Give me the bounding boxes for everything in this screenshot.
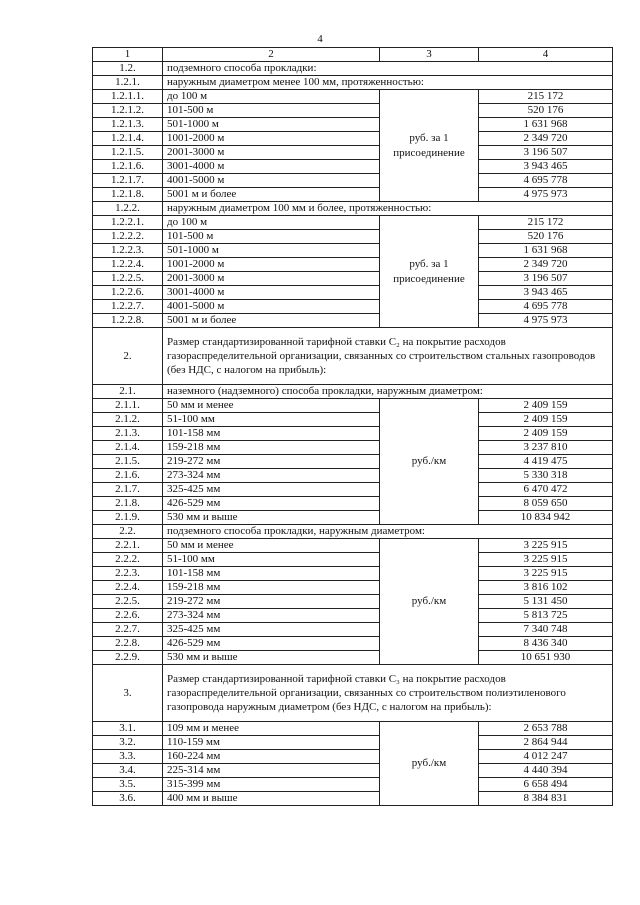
row-number: 3.5. xyxy=(93,778,163,792)
row-description: 5001 м и более xyxy=(163,314,380,328)
row-description: до 100 м xyxy=(163,216,380,230)
table-row xyxy=(93,216,613,230)
row-description: 4001-5000 м xyxy=(163,300,380,314)
rate-value: 3 225 915 xyxy=(479,539,613,553)
row-number: 1.2.1.5. xyxy=(93,146,163,160)
row-number: 3.1. xyxy=(93,722,163,736)
table-row xyxy=(93,736,613,750)
row-number: 2.2.1. xyxy=(93,539,163,553)
row-description: 225-314 мм xyxy=(163,764,380,778)
row-number: 2.1.9. xyxy=(93,511,163,525)
row-number: 2.2.7. xyxy=(93,623,163,637)
rate-value: 4 975 973 xyxy=(479,188,613,202)
table-row xyxy=(93,623,613,637)
table-row xyxy=(93,455,613,469)
table-row xyxy=(93,595,613,609)
rate-value: 215 172 xyxy=(479,90,613,104)
row-number: 2.2.9. xyxy=(93,651,163,665)
table-row xyxy=(93,553,613,567)
rate-value: 8 059 650 xyxy=(479,497,613,511)
column-header-1: 1 xyxy=(93,48,163,62)
rate-value: 7 340 748 xyxy=(479,623,613,637)
rate-value: 5 330 318 xyxy=(479,469,613,483)
row-description: 501-1000 м xyxy=(163,244,380,258)
row-description: 325-425 мм xyxy=(163,623,380,637)
rate-value: 2 864 944 xyxy=(479,736,613,750)
row-description: 110-159 мм xyxy=(163,736,380,750)
row-number: 1.2.2.7. xyxy=(93,300,163,314)
table-row xyxy=(93,722,613,736)
row-number: 2.2.4. xyxy=(93,581,163,595)
rate-value: 3 943 465 xyxy=(479,286,613,300)
row-number: 1.2.1.8. xyxy=(93,188,163,202)
row-description: 1001-2000 м xyxy=(163,258,380,272)
row-number: 1.2.2.5. xyxy=(93,272,163,286)
row-description: 2001-3000 м xyxy=(163,272,380,286)
rate-value: 4 975 973 xyxy=(479,314,613,328)
rate-value: 10 651 930 xyxy=(479,651,613,665)
row-description: 325-425 мм xyxy=(163,483,380,497)
row-number: 2.2.5. xyxy=(93,595,163,609)
row-number: 1.2.2.4. xyxy=(93,258,163,272)
row-number: 1.2.2.8. xyxy=(93,314,163,328)
row-number: 1.2.1. xyxy=(93,76,163,90)
tariff-table xyxy=(92,47,613,806)
table-row xyxy=(93,314,613,328)
row-description: 3001-4000 м xyxy=(163,160,380,174)
row-description: 50 мм и менее xyxy=(163,399,380,413)
row-number: 2.1.5. xyxy=(93,455,163,469)
rate-value: 5 131 450 xyxy=(479,595,613,609)
table-row xyxy=(93,750,613,764)
rate-value: 10 834 942 xyxy=(479,511,613,525)
row-number: 1.2.1.1. xyxy=(93,90,163,104)
row-number: 2.2. xyxy=(93,525,163,539)
section-row xyxy=(93,62,613,76)
row-description: 219-272 мм xyxy=(163,455,380,469)
row-number: 1.2.2.6. xyxy=(93,286,163,300)
rate-value: 8 436 340 xyxy=(479,637,613,651)
row-number: 2.1.1. xyxy=(93,399,163,413)
table-row xyxy=(93,188,613,202)
rate-value: 2 409 159 xyxy=(479,427,613,441)
rate-value: 2 653 788 xyxy=(479,722,613,736)
row-description: 51-100 мм xyxy=(163,553,380,567)
row-description: 109 мм и менее xyxy=(163,722,380,736)
row-description: 501-1000 м xyxy=(163,118,380,132)
table-row xyxy=(93,90,613,104)
rate-value: 3 237 810 xyxy=(479,441,613,455)
row-number: 1.2.1.7. xyxy=(93,174,163,188)
table-row xyxy=(93,258,613,272)
table-row xyxy=(93,118,613,132)
row-number: 2.1.2. xyxy=(93,413,163,427)
table-row xyxy=(93,511,613,525)
row-number: 1.2.1.2. xyxy=(93,104,163,118)
row-number: 3.4. xyxy=(93,764,163,778)
row-number: 3.6. xyxy=(93,792,163,806)
column-header-2: 2 xyxy=(163,48,380,62)
rate-value: 3 196 507 xyxy=(479,272,613,286)
rate-value: 1 631 968 xyxy=(479,118,613,132)
rate-value: 4 419 475 xyxy=(479,455,613,469)
rate-value: 3 225 915 xyxy=(479,567,613,581)
tariff-table-body xyxy=(93,48,613,806)
rate-value: 520 176 xyxy=(479,104,613,118)
section-title: наземного (надземного) способа прокладки, наружным диаметром: xyxy=(163,385,613,399)
table-row xyxy=(93,792,613,806)
table-row xyxy=(93,497,613,511)
section-row xyxy=(93,328,613,385)
section-title: подземного способа прокладки: xyxy=(163,62,613,76)
table-row xyxy=(93,581,613,595)
table-row xyxy=(93,399,613,413)
row-description: 50 мм и менее xyxy=(163,539,380,553)
row-description: 5001 м и более xyxy=(163,188,380,202)
row-number: 2.1.6. xyxy=(93,469,163,483)
section-row xyxy=(93,76,613,90)
rate-value: 4 695 778 xyxy=(479,174,613,188)
section-title: Размер стандартизированной тарифной ставки C₃ на покрытие расходов газораспределительной организации, связанных со строительством полиэтиленового газопровода наружным диаметром (без НДС, с налогом на прибыль): xyxy=(163,665,613,722)
section-title: наружным диаметром менее 100 мм, протяженностью: xyxy=(163,76,613,90)
table-row xyxy=(93,609,613,623)
rate-value: 2 409 159 xyxy=(479,399,613,413)
row-number: 2.1.8. xyxy=(93,497,163,511)
section-row xyxy=(93,202,613,216)
row-number: 2. xyxy=(93,328,163,385)
row-description: 51-100 мм xyxy=(163,413,380,427)
table-row xyxy=(93,764,613,778)
row-description: 1001-2000 м xyxy=(163,132,380,146)
row-description: до 100 м xyxy=(163,90,380,104)
column-header-3: 3 xyxy=(380,48,479,62)
row-number: 2.2.3. xyxy=(93,567,163,581)
row-description: 315-399 мм xyxy=(163,778,380,792)
row-description: 530 мм и выше xyxy=(163,651,380,665)
row-description: 426-529 мм xyxy=(163,637,380,651)
section-row xyxy=(93,525,613,539)
table-row xyxy=(93,286,613,300)
table-row xyxy=(93,413,613,427)
row-number: 1.2.2. xyxy=(93,202,163,216)
row-number: 2.1.4. xyxy=(93,441,163,455)
row-number: 3.3. xyxy=(93,750,163,764)
rate-value: 4 012 247 xyxy=(479,750,613,764)
unit-cell: руб./км xyxy=(380,399,479,525)
section-title: наружным диаметром 100 мм и более, протяженностью: xyxy=(163,202,613,216)
row-description: 400 мм и выше xyxy=(163,792,380,806)
table-header-row xyxy=(93,48,613,62)
rate-value: 2 349 720 xyxy=(479,258,613,272)
section-row xyxy=(93,385,613,399)
section-title: Размер стандартизированной тарифной ставки C₂ на покрытие расходов газораспределительной организации, связанных со строительством стальных газопроводов (без НДС, с налогом на прибыль): xyxy=(163,328,613,385)
rate-value: 3 943 465 xyxy=(479,160,613,174)
row-number: 2.1.7. xyxy=(93,483,163,497)
row-number: 1.2.1.3. xyxy=(93,118,163,132)
rate-value: 5 813 725 xyxy=(479,609,613,623)
row-description: 160-224 мм xyxy=(163,750,380,764)
unit-cell: руб./км xyxy=(380,722,479,806)
table-row xyxy=(93,244,613,258)
table-row xyxy=(93,539,613,553)
row-description: 273-324 мм xyxy=(163,469,380,483)
row-description: 4001-5000 м xyxy=(163,174,380,188)
page-number: 4 xyxy=(317,33,323,45)
row-number: 1.2.2.2. xyxy=(93,230,163,244)
row-number: 1.2.1.4. xyxy=(93,132,163,146)
row-description: 101-158 мм xyxy=(163,567,380,581)
rate-value: 2 409 159 xyxy=(479,413,613,427)
table-row xyxy=(93,469,613,483)
row-description: 530 мм и выше xyxy=(163,511,380,525)
row-number: 1.2.2.1. xyxy=(93,216,163,230)
rate-value: 520 176 xyxy=(479,230,613,244)
row-number: 1.2.1.6. xyxy=(93,160,163,174)
rate-value: 8 384 831 xyxy=(479,792,613,806)
rate-value: 3 196 507 xyxy=(479,146,613,160)
row-description: 101-158 мм xyxy=(163,427,380,441)
row-description: 3001-4000 м xyxy=(163,286,380,300)
table-row xyxy=(93,132,613,146)
rate-value: 2 349 720 xyxy=(479,132,613,146)
rate-value: 6 470 472 xyxy=(479,483,613,497)
section-row xyxy=(93,665,613,722)
row-number: 2.1. xyxy=(93,385,163,399)
row-description: 101-500 м xyxy=(163,104,380,118)
row-description: 2001-3000 м xyxy=(163,146,380,160)
table-row xyxy=(93,146,613,160)
section-title: подземного способа прокладки, наружным диаметром: xyxy=(163,525,613,539)
row-number: 2.2.8. xyxy=(93,637,163,651)
unit-cell: руб. за 1 присоединение xyxy=(380,216,479,328)
table-row xyxy=(93,160,613,174)
table-row xyxy=(93,637,613,651)
row-number: 3.2. xyxy=(93,736,163,750)
row-number: 2.1.3. xyxy=(93,427,163,441)
row-description: 159-218 мм xyxy=(163,441,380,455)
table-row xyxy=(93,441,613,455)
column-header-4: 4 xyxy=(479,48,613,62)
table-row xyxy=(93,174,613,188)
table-row xyxy=(93,104,613,118)
unit-cell: руб. за 1 присоединение xyxy=(380,90,479,202)
row-number: 2.2.6. xyxy=(93,609,163,623)
row-description: 101-500 м xyxy=(163,230,380,244)
table-row xyxy=(93,567,613,581)
unit-cell: руб./км xyxy=(380,539,479,665)
row-description: 426-529 мм xyxy=(163,497,380,511)
rate-value: 215 172 xyxy=(479,216,613,230)
table-row xyxy=(93,300,613,314)
table-row xyxy=(93,778,613,792)
row-number: 3. xyxy=(93,665,163,722)
row-description: 219-272 мм xyxy=(163,595,380,609)
row-description: 273-324 мм xyxy=(163,609,380,623)
row-number: 2.2.2. xyxy=(93,553,163,567)
rate-value: 1 631 968 xyxy=(479,244,613,258)
rate-value: 4 695 778 xyxy=(479,300,613,314)
table-row xyxy=(93,427,613,441)
rate-value: 3 225 915 xyxy=(479,553,613,567)
row-description: 159-218 мм xyxy=(163,581,380,595)
rate-value: 6 658 494 xyxy=(479,778,613,792)
rate-value: 4 440 394 xyxy=(479,764,613,778)
row-number: 1.2.2.3. xyxy=(93,244,163,258)
row-number: 1.2. xyxy=(93,62,163,76)
table-row xyxy=(93,651,613,665)
table-row xyxy=(93,230,613,244)
rate-value: 3 816 102 xyxy=(479,581,613,595)
table-row xyxy=(93,483,613,497)
table-row xyxy=(93,272,613,286)
